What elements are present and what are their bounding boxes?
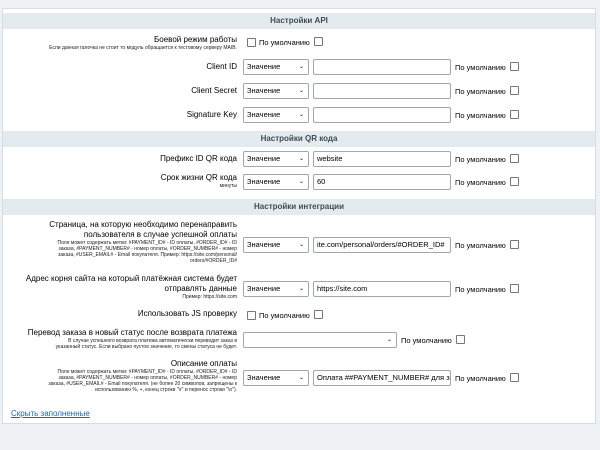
client-secret-input[interactable]	[313, 83, 451, 99]
client-secret-default-checkbox[interactable]	[510, 86, 519, 95]
qr-lifetime-select[interactable]: Значение ⌄	[243, 174, 309, 190]
use-js-label: Использовать JS проверку	[137, 309, 237, 318]
section-header-api: Настройки API	[3, 13, 595, 29]
client-secret-default: По умолчанию	[455, 86, 519, 97]
client-id-input[interactable]	[313, 59, 451, 75]
qr-prefix-select[interactable]: Значение ⌄	[243, 151, 309, 167]
qr-prefix-input[interactable]: website	[313, 151, 451, 167]
chevron-down-icon: ⌄	[386, 337, 392, 343]
chevron-down-icon: ⌄	[298, 242, 304, 248]
success-page-input[interactable]: ite.com/personal/orders/#ORDER_ID#	[313, 237, 451, 253]
chevron-down-icon: ⌄	[298, 64, 304, 70]
chevron-down-icon: ⌄	[298, 112, 304, 118]
client-id-select[interactable]: Значение ⌄	[243, 59, 309, 75]
hide-filled-link[interactable]: Скрыть заполненные	[11, 409, 90, 418]
chevron-down-icon: ⌄	[298, 375, 304, 381]
qr-prefix-default-checkbox[interactable]	[510, 154, 519, 163]
status-transfer-select[interactable]	[243, 332, 397, 348]
combat-mode-label: Боевой режим работы Если данная галочка не стоит то модуль обращается к тестовому серверу MAIB.	[49, 35, 237, 51]
qr-lifetime-label: Срок жизни QR кода минуты	[160, 173, 237, 189]
status-transfer-label: Перевод заказа в новый статус после возврата платежа В случае успешного возврата платежа автоматически переводит заказ в указанный статус. Если выбрано пустое значение, то смены статуса не будет.	[27, 328, 237, 350]
combat-mode-default: По умолчанию	[259, 37, 323, 48]
combat-mode-default-checkbox[interactable]	[314, 37, 323, 46]
signature-key-select[interactable]: Значение ⌄	[243, 107, 309, 123]
site-root-default-checkbox[interactable]	[510, 284, 519, 293]
settings-panel	[2, 8, 596, 424]
site-root-label: Адрес корня сайта на который платёжная система будет отправлять данные Пример: https://site.com	[25, 274, 237, 300]
client-secret-select[interactable]: Значение ⌄	[243, 83, 309, 99]
signature-key-label: Signature Key	[186, 110, 237, 119]
use-js-default-checkbox[interactable]	[314, 310, 323, 319]
client-id-label: Client ID	[206, 62, 237, 71]
site-root-select[interactable]: Значение ⌄	[243, 281, 309, 297]
chevron-down-icon: ⌄	[298, 156, 304, 162]
qr-prefix-default: По умолчанию	[455, 154, 519, 165]
status-transfer-default: По умолчанию	[401, 335, 465, 346]
payment-desc-input[interactable]: Оплата ##PAYMENT_NUMBER# для з	[313, 370, 451, 386]
qr-lifetime-default-checkbox[interactable]	[510, 177, 519, 186]
section-header-integration: Настройки интеграции	[3, 199, 595, 215]
payment-desc-default-checkbox[interactable]	[510, 373, 519, 382]
status-transfer-default-checkbox[interactable]	[456, 335, 465, 344]
use-js-default: По умолчанию	[259, 310, 323, 321]
payment-desc-select[interactable]: Значение ⌄	[243, 370, 309, 386]
site-root-input[interactable]: https://site.com	[313, 281, 451, 297]
qr-prefix-label: Префикс ID QR кода	[160, 154, 237, 163]
client-secret-label: Client Secret	[191, 86, 237, 95]
success-page-label: Страница, на которую необходимо перенаправить пользователя в случае успешной оплаты Поле может содержать метки: #PAYMENT_ID# - ID оплаты, #ORDER_ID# - ID заказа, #PAYMENT_NUMBER# - номер оплаты, #ORDER_NUMBER# - номер заказа, #USER_EMAIL# - Email покупателя. Пример: https://site.com/personal/ orders/#ORDER_ID#	[49, 220, 237, 264]
payment-desc-default: По умолчанию	[455, 373, 519, 384]
section-header-qr: Настройки QR кода	[3, 131, 595, 147]
signature-key-input[interactable]	[313, 107, 451, 123]
chevron-down-icon: ⌄	[298, 286, 304, 292]
client-id-default: По умолчанию	[455, 62, 519, 73]
success-page-default-checkbox[interactable]	[510, 240, 519, 249]
signature-key-default: По умолчанию	[455, 110, 519, 121]
site-root-default: По умолчанию	[455, 284, 519, 295]
chevron-down-icon: ⌄	[298, 179, 304, 185]
qr-lifetime-default: По умолчанию	[455, 177, 519, 188]
payment-desc-label: Описание оплаты Поле может содержать метки: #PAYMENT_ID# - ID оплаты, #ORDER_ID# - ID заказа, #PAYMENT_NUMBER# - номер оплаты, #ORDER_NUMBER# - номер заказа, #USER_EMAIL# - Email покупателя. (не более 20 символов, запрещены к использованию %, +, конец строки "\r" и перенос строки "\n").	[48, 359, 237, 393]
combat-mode-checkbox[interactable]	[247, 38, 256, 47]
client-id-default-checkbox[interactable]	[510, 62, 519, 71]
success-page-default: По умолчанию	[455, 240, 519, 251]
use-js-checkbox[interactable]	[247, 311, 256, 320]
chevron-down-icon: ⌄	[298, 88, 304, 94]
signature-key-default-checkbox[interactable]	[510, 110, 519, 119]
qr-lifetime-input[interactable]: 60	[313, 174, 451, 190]
success-page-select[interactable]: Значение ⌄	[243, 237, 309, 253]
